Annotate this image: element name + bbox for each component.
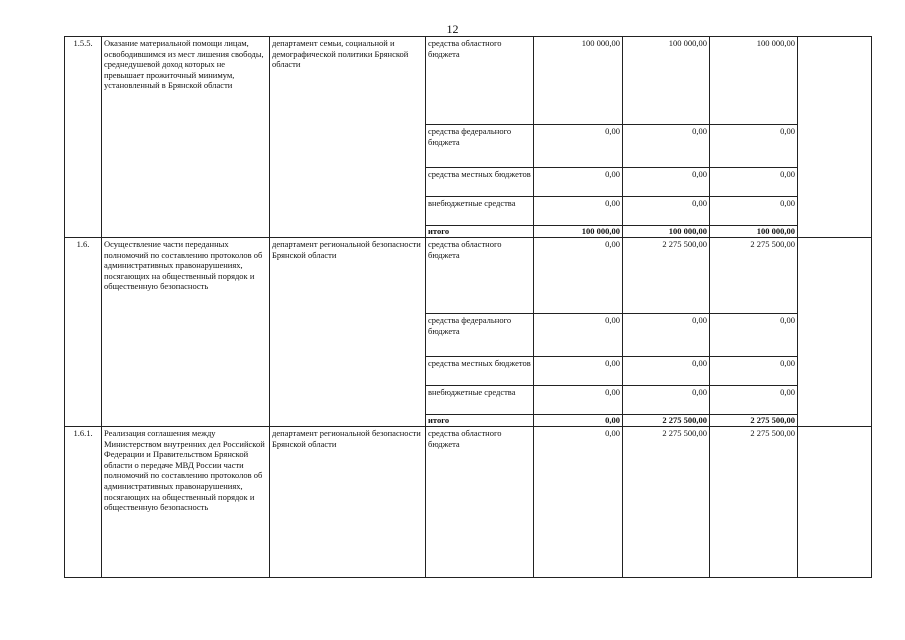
funding-source: итого [426, 415, 534, 427]
amount-1: 0,00 [534, 415, 623, 427]
amount-3: 0,00 [710, 314, 798, 357]
amount-1: 0,00 [534, 125, 623, 168]
funding-source: средства федерального бюджета [426, 314, 534, 357]
empty-cell [798, 37, 872, 238]
amount-2: 0,00 [623, 314, 710, 357]
page-number: 12 [446, 22, 459, 36]
amount-2: 0,00 [623, 357, 710, 386]
amount-1: 100 000,00 [534, 37, 623, 125]
amount-1: 0,00 [534, 314, 623, 357]
funding-source: средства областного бюджета [426, 238, 534, 314]
funding-source: средства местных бюджетов [426, 168, 534, 197]
amount-3: 2 275 500,00 [710, 427, 798, 578]
measure-name: Оказание материальной помощи лицам, освободившимся из мест лишения свободы, среднедушевой доход которых не превышает прожиточный минимум, установленный в Брянской области [102, 37, 270, 238]
empty-cell [798, 427, 872, 578]
funding-source: средства областного бюджета [426, 37, 534, 125]
amount-1: 0,00 [534, 427, 623, 578]
executor: департамент региональной безопасности Брянской области [270, 427, 426, 578]
amount-1: 0,00 [534, 386, 623, 415]
amount-3: 0,00 [710, 125, 798, 168]
amount-3: 100 000,00 [710, 37, 798, 125]
amount-1: 0,00 [534, 357, 623, 386]
amount-2: 0,00 [623, 197, 710, 226]
measure-name: Реализация соглашения между Министерством внутренних дел Российской Федерации и Правительством Брянской области о передаче МВД России части полномочий по составлению протоколов об административных правонарушениях, посягающих на общественный порядок и общественную безопасность [102, 427, 270, 578]
budget-table [64, 36, 872, 578]
amount-2: 2 275 500,00 [623, 238, 710, 314]
executor: департамент региональной безопасности Брянской области [270, 238, 426, 427]
amount-3: 0,00 [710, 386, 798, 415]
row-number: 1.5.5. [65, 37, 102, 238]
funding-source: средства областного бюджета [426, 427, 534, 578]
amount-3: 0,00 [710, 168, 798, 197]
funding-source: внебюджетные средства [426, 386, 534, 415]
table-row [65, 238, 872, 314]
amount-2: 0,00 [623, 168, 710, 197]
amount-3: 0,00 [710, 357, 798, 386]
amount-2: 0,00 [623, 386, 710, 415]
amount-2: 100 000,00 [623, 37, 710, 125]
row-number: 1.6.1. [65, 427, 102, 578]
funding-source: внебюджетные средства [426, 197, 534, 226]
empty-cell [798, 238, 872, 427]
amount-3: 100 000,00 [710, 226, 798, 238]
row-number: 1.6. [65, 238, 102, 427]
amount-2: 2 275 500,00 [623, 415, 710, 427]
funding-source: средства федерального бюджета [426, 125, 534, 168]
table-row [65, 427, 872, 578]
executor: департамент семьи, социальной и демографической политики Брянской области [270, 37, 426, 238]
amount-3: 0,00 [710, 197, 798, 226]
amount-2: 100 000,00 [623, 226, 710, 238]
amount-3: 2 275 500,00 [710, 238, 798, 314]
measure-name: Осуществление части переданных полномочий по составлению протоколов об административных правонарушениях, посягающих на общественный порядок и общественную безопасность [102, 238, 270, 427]
amount-1: 100 000,00 [534, 226, 623, 238]
amount-2: 2 275 500,00 [623, 427, 710, 578]
funding-source: итого [426, 226, 534, 238]
table-row [65, 37, 872, 125]
amount-3: 2 275 500,00 [710, 415, 798, 427]
amount-1: 0,00 [534, 168, 623, 197]
amount-1: 0,00 [534, 238, 623, 314]
amount-1: 0,00 [534, 197, 623, 226]
funding-source: средства местных бюджетов [426, 357, 534, 386]
amount-2: 0,00 [623, 125, 710, 168]
